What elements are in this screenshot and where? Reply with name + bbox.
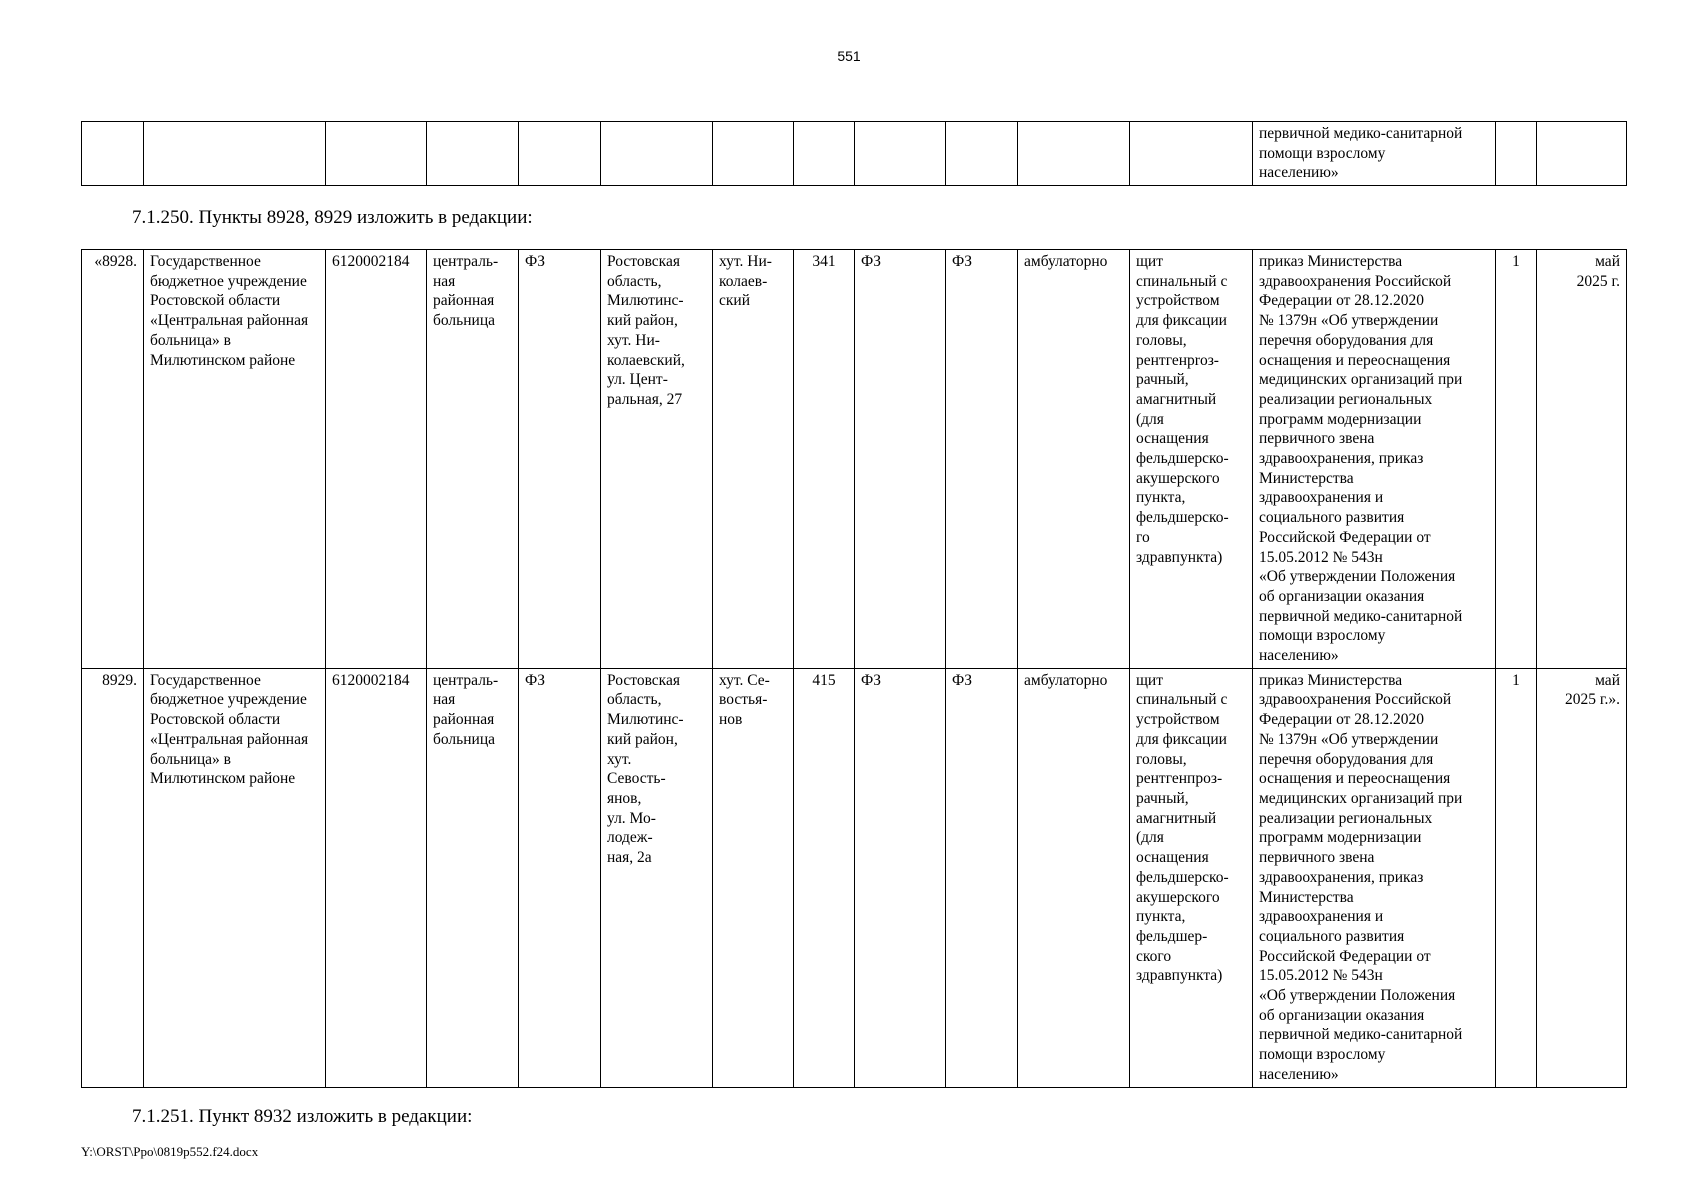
row-number: 8929. [82, 668, 144, 1087]
address-cell: Ростовская область, Милютинс- кий район, хут. Севость- янов, ул. Мо- лодеж- ная, 2а [607, 671, 684, 867]
continuation-table [81, 121, 1627, 186]
organization-type: централь- ная районная больница [433, 253, 499, 330]
equipment-cell: щит спинальный с устройством для фиксации головы, рентгенпроз- рачный, амагнитный (для оснащения фельдшерско- акушерского пункта, фельдшер- ского здравпункта) [1136, 671, 1229, 985]
quantity-cell: 1 [1496, 250, 1537, 669]
kind-cell: ФЗ [519, 250, 601, 669]
organization-name: Государственное бюджетное учреждение Ростовской области «Центральная районная больница» в Милютинском районе [150, 671, 309, 788]
col10-cell: ФЗ [946, 668, 1018, 1087]
col9-cell: ФЗ [855, 250, 946, 669]
basis-cell: первичной медико-санитарной помощи взрослому населению» [1259, 125, 1463, 182]
col10-cell: ФЗ [946, 250, 1018, 669]
document-path: Y:\ORST\Ppo\0819p552.f24.docx [81, 1144, 259, 1159]
section-heading-7-1-250: 7.1.250. Пункты 8928, 8929 изложить в редакции: [132, 207, 533, 228]
population-cell: 415 [794, 668, 855, 1087]
address-cell: Ростовская область, Милютинс- кий район, хут. Ни- колаевский, ул. Цент- ральная, 27 [607, 253, 685, 408]
organization-type: централь- ная районная больница [433, 671, 499, 748]
locality-cell: хут. Се- востья- нов [719, 671, 770, 729]
inn-cell: 6120002184 [326, 668, 427, 1087]
mode-cell: амбулаторно [1018, 250, 1130, 669]
mode-cell: амбулаторно [1018, 668, 1130, 1087]
date-cell: май 2025 г. [1576, 253, 1620, 290]
table-row [82, 668, 1627, 1087]
section-heading-7-1-251: 7.1.251. Пункт 8932 изложить в редакции: [132, 1106, 473, 1127]
organization-name: Государственное бюджетное учреждение Ростовской области «Центральная районная больница» в Милютинском районе [150, 253, 309, 369]
quantity-cell: 1 [1496, 668, 1537, 1087]
equipment-cell: щит спинальный с устройством для фиксации головы, рентгенproз- рачный, амагнитный (для оснащения фельдшерско- акушерского пункта, фельдшерско- го здравпункта) [1136, 253, 1229, 566]
inn-cell: 6120002184 [326, 250, 427, 669]
col9-cell: ФЗ [855, 668, 946, 1087]
amendment-table [81, 249, 1627, 1088]
page-number: 551 [837, 48, 861, 64]
locality-cell: хут. Ни- колаев- ский [719, 253, 772, 310]
table-row [82, 122, 1627, 186]
table-row [82, 250, 1627, 669]
row-number: «8928. [82, 250, 144, 669]
population-cell: 341 [794, 250, 855, 669]
basis-cell: приказ Министерства здравоохранения Российской Федерации от 28.12.2020 № 1379н «Об утверждении перечня оборудования для оснащения и переоснащения медицинских организаций при реализации региональных программ модернизации первичного звена здравоохранения, приказ Министерства здравоохранения и социального развития Российской Федерации от 15.05.2012 № 543н «Об утверждении Положения об организации оказания первичной медико-санитарной помощи взрослому населению» [1259, 671, 1463, 1083]
kind-cell: ФЗ [519, 668, 601, 1087]
basis-cell: приказ Министерства здравоохранения Российской Федерации от 28.12.2020 № 1379н «Об утверждении перечня оборудования для оснащения и переоснащения медицинских организаций при реализации региональных программ модернизации первичного звена здравоохранения, приказ Министерства здравоохранения и социального развития Российской Федерации от 15.05.2012 № 543н «Об утверждении Положения об организации оказания первичной медико-санитарной помощи взрослому населению» [1259, 253, 1463, 665]
date-cell: май 2025 г.». [1565, 671, 1620, 709]
